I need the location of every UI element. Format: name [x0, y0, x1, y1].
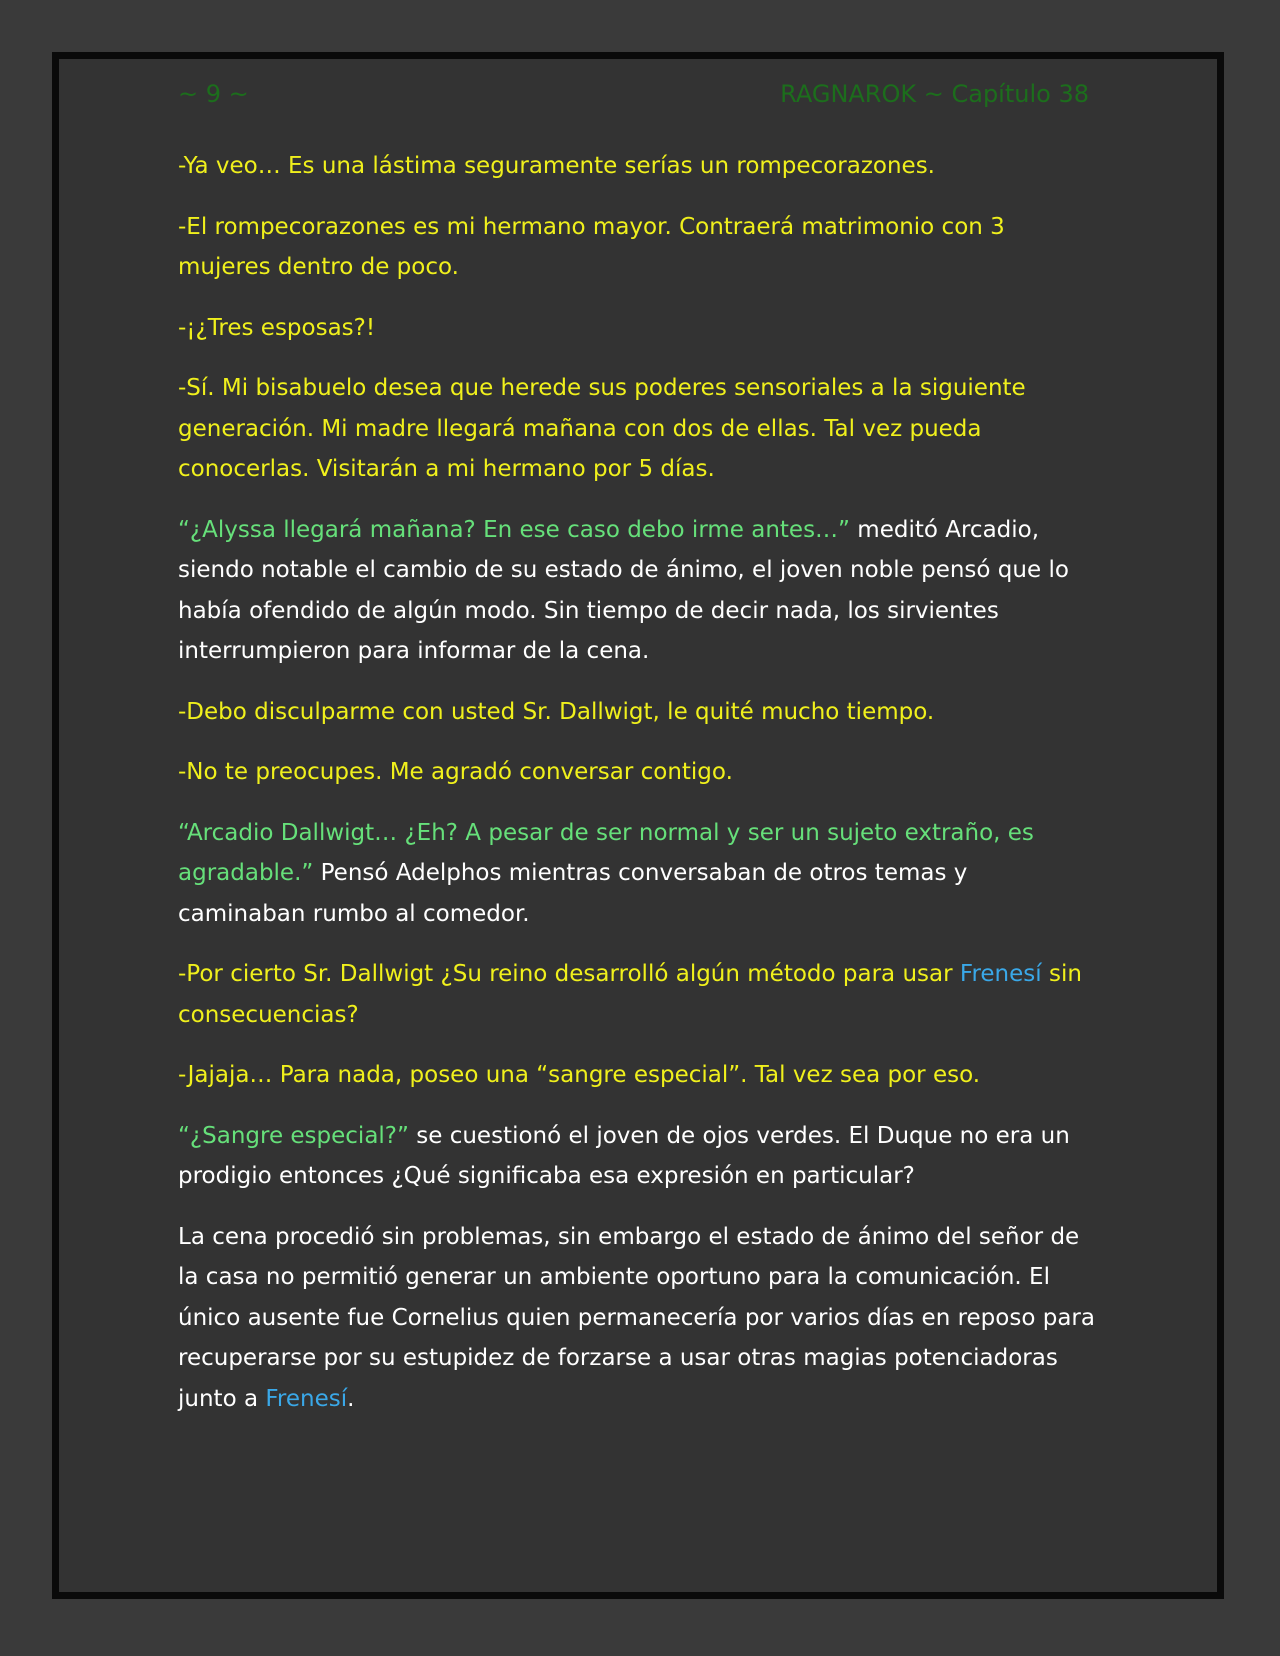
- paragraph-5: [178, 510, 1100, 672]
- dialogue-text: -Por cierto Sr. Dallwigt ¿Su reino desarrolló algún método para usar: [178, 961, 960, 987]
- paragraph-6: [178, 692, 1100, 733]
- paragraph-9: [178, 954, 1100, 1035]
- dialogue-text: -No te preocupes. Me agradó conversar contigo.: [178, 759, 733, 785]
- paragraph-3: [178, 308, 1100, 349]
- narration-text: meditó Arcadio, siendo notable el cambio de su estado de ánimo, el joven noble pensó que lo había ofendido de algún modo. Sin tiempo de decir nada, los sirvientes interrumpieron para informar de la cena.: [178, 516, 1069, 664]
- paragraph-8: [178, 813, 1100, 935]
- dialogue-text: -El rompecorazones es mi hermano mayor. Contraerá matrimonio con 3 mujeres dentro de poco.: [178, 213, 1005, 280]
- dialogue-text: -Debo disculparme con usted Sr. Dallwigt, le quité mucho tiempo.: [178, 698, 935, 725]
- paragraph-7: [178, 752, 1100, 793]
- thought-text: “¿Sangre especial?”: [178, 1122, 409, 1149]
- page-header: [178, 76, 1089, 112]
- dialogue-text: -¡¿Tres esposas?!: [178, 314, 376, 341]
- page-number: ~ 9 ~: [178, 80, 249, 108]
- dialogue-text: sin consecuencias?: [178, 961, 1082, 1028]
- narration-text: La cena procedió sin problemas, sin embargo el estado de ánimo del señor de la casa no permitió generar un ambiente oportuno para la comunicación. El único ausente fue Cornelius quien permanecería por varios días en reposo para recuperarse por su estupidez de forzarse a usar otras magias potenciadoras junto a: [178, 1223, 1095, 1412]
- keyword-frenesi: Frenesí: [959, 961, 1042, 987]
- dialogue-text: -Jajaja… Para nada, poseo una “sangre especial”. Tal vez sea por eso.: [178, 1062, 981, 1088]
- thought-text: “¿Alyssa llegará mañana? En ese caso debo irme antes…”: [178, 516, 850, 543]
- paragraph-2: [178, 207, 1100, 288]
- paragraph-1: [178, 146, 1100, 187]
- thought-text: “Arcadio Dallwigt… ¿Eh? A pesar de ser normal y ser un sujeto extraño, es agradable.”: [178, 819, 1034, 886]
- paragraph-11: [178, 1116, 1100, 1197]
- keyword-frenesi: Frenesí: [265, 1385, 348, 1412]
- chapter-title: RAGNAROK ~ Capítulo 38: [780, 80, 1089, 108]
- dialogue-text: -Ya veo… Es una lástima seguramente serías un rompecorazones.: [178, 153, 935, 179]
- paragraph-4: [178, 368, 1100, 490]
- dialogue-text: -Sí. Mi bisabuelo desea que herede sus poderes sensoriales a la siguiente generación. Mi madre llegará mañana con dos de ellas. Tal vez pueda conocerlas. Visitarán a mi hermano por 5 días.: [178, 375, 1026, 482]
- paragraph-10: [178, 1055, 1100, 1096]
- narration-text: se cuestionó el joven de ojos verdes. El Duque no era un prodigio entonces ¿Qué significaba esa expresión en particular?: [178, 1122, 1070, 1189]
- narration-text: .: [347, 1385, 355, 1412]
- narration-text: Pensó Adelphos mientras conversaban de otros temas y caminaban rumbo al comedor.: [178, 860, 968, 927]
- paragraph-12: [178, 1217, 1100, 1420]
- page-body: [178, 146, 1100, 1439]
